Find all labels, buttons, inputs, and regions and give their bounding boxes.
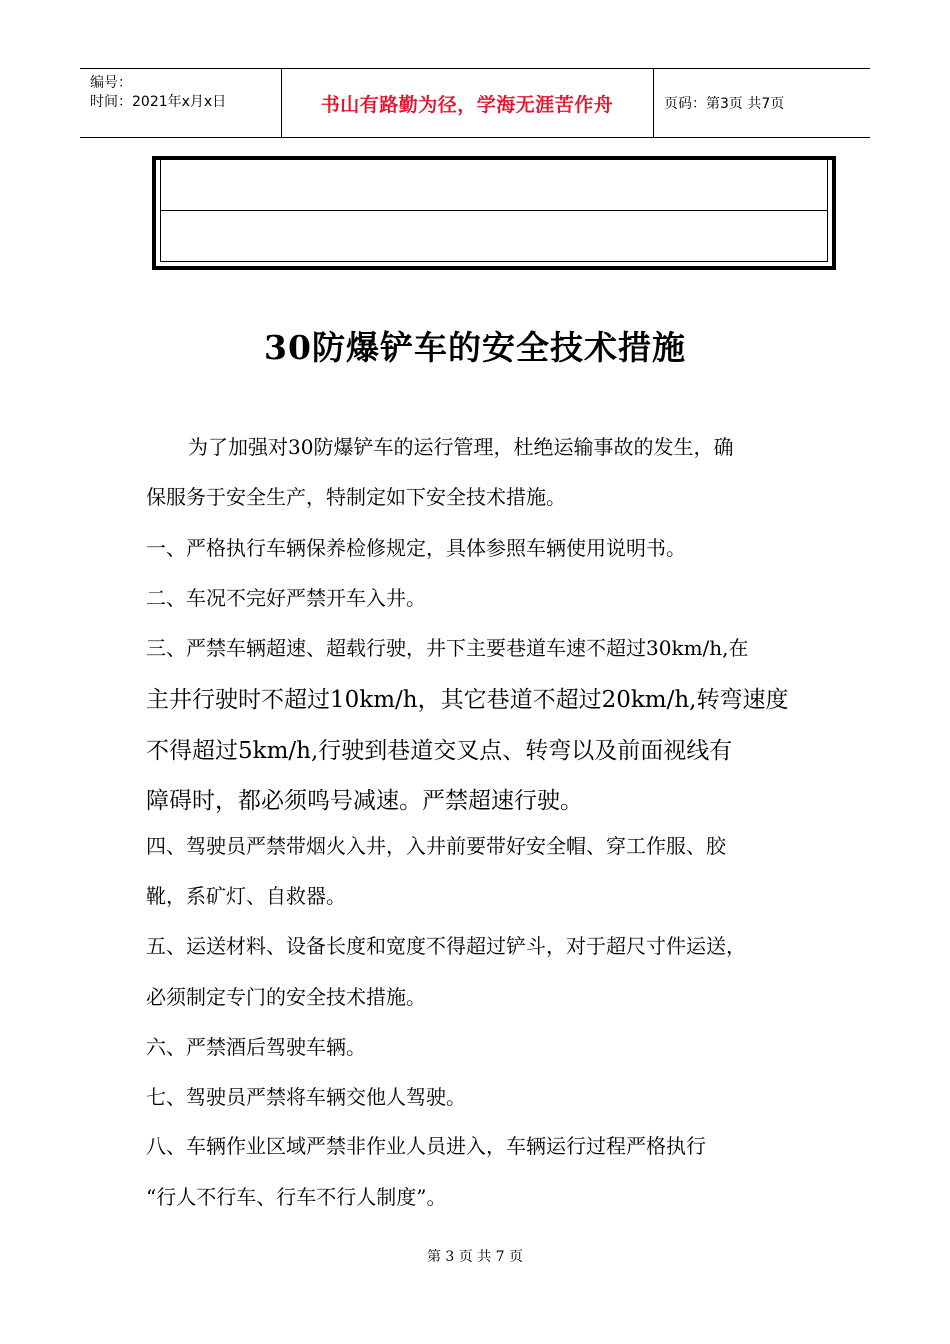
paragraph-line: 障碍时，都必须鸣号减速。严禁超速行驶。 <box>146 788 583 814</box>
paragraph-line: 保服务于安全生产，特制定如下安全技术措施。 <box>146 485 566 509</box>
header-motto-cell <box>281 69 654 137</box>
paragraph-line: “行人不行车、行车不行人制度”。 <box>146 1185 447 1209</box>
box-divider <box>160 210 828 211</box>
paragraph-line: 五、运送材料、设备长度和宽度不得超过铲斗，对于超尺寸件运送， <box>146 934 746 958</box>
paragraph-line: 主井行驶时不超过10km/h，其它巷道不超过20km/h,转弯速度 <box>146 687 789 713</box>
paragraph-line: 靴，系矿灯、自救器。 <box>146 884 346 908</box>
header-table <box>80 68 870 138</box>
paragraph-line: 必须制定专门的安全技术措施。 <box>146 985 426 1009</box>
box-inner-border <box>160 156 828 262</box>
page-footer: 第 3 页 共 7 页 <box>426 1249 524 1265</box>
paragraph-line: 六、严禁酒后驾驶车辆。 <box>146 1035 366 1059</box>
paragraph-line: 不得超过5km/h,行驶到巷道交叉点、转弯以及前面视线有 <box>146 738 733 764</box>
paragraph-line: 为了加强对30防爆铲车的运行管理，杜绝运输事故的发生，确 <box>188 435 734 459</box>
time-label: 时间：2021年x月x日 <box>90 94 227 110</box>
page-info: 页码：第3页 共7页 <box>664 96 785 112</box>
paragraph-line: 三、严禁车辆超速、超载行驶，井下主要巷道车速不超过30km/h,在 <box>146 636 749 660</box>
paragraph-line: 八、车辆作业区域严禁非作业人员进入，车辆运行过程严格执行 <box>146 1134 706 1158</box>
empty-bordered-box <box>152 156 836 270</box>
paragraph-line: 一、严格执行车辆保养检修规定，具体参照车辆使用说明书。 <box>146 536 686 560</box>
number-label: 编号： <box>90 75 132 91</box>
header-page-cell <box>654 69 870 137</box>
motto-text: 书山有路勤为径，学海无涯苦作舟 <box>320 93 614 116</box>
document-title: 30防爆铲车的安全技术措施 <box>264 328 686 367</box>
paragraph-line: 七、驾驶员严禁将车辆交他人驾驶。 <box>146 1085 466 1109</box>
paragraph-line: 四、驾驶员严禁带烟火入井，入井前要带好安全帽、穿工作服、胶 <box>146 834 726 858</box>
paragraph-line: 二、车况不完好严禁开车入井。 <box>146 586 426 610</box>
header-meta-cell <box>80 69 282 137</box>
